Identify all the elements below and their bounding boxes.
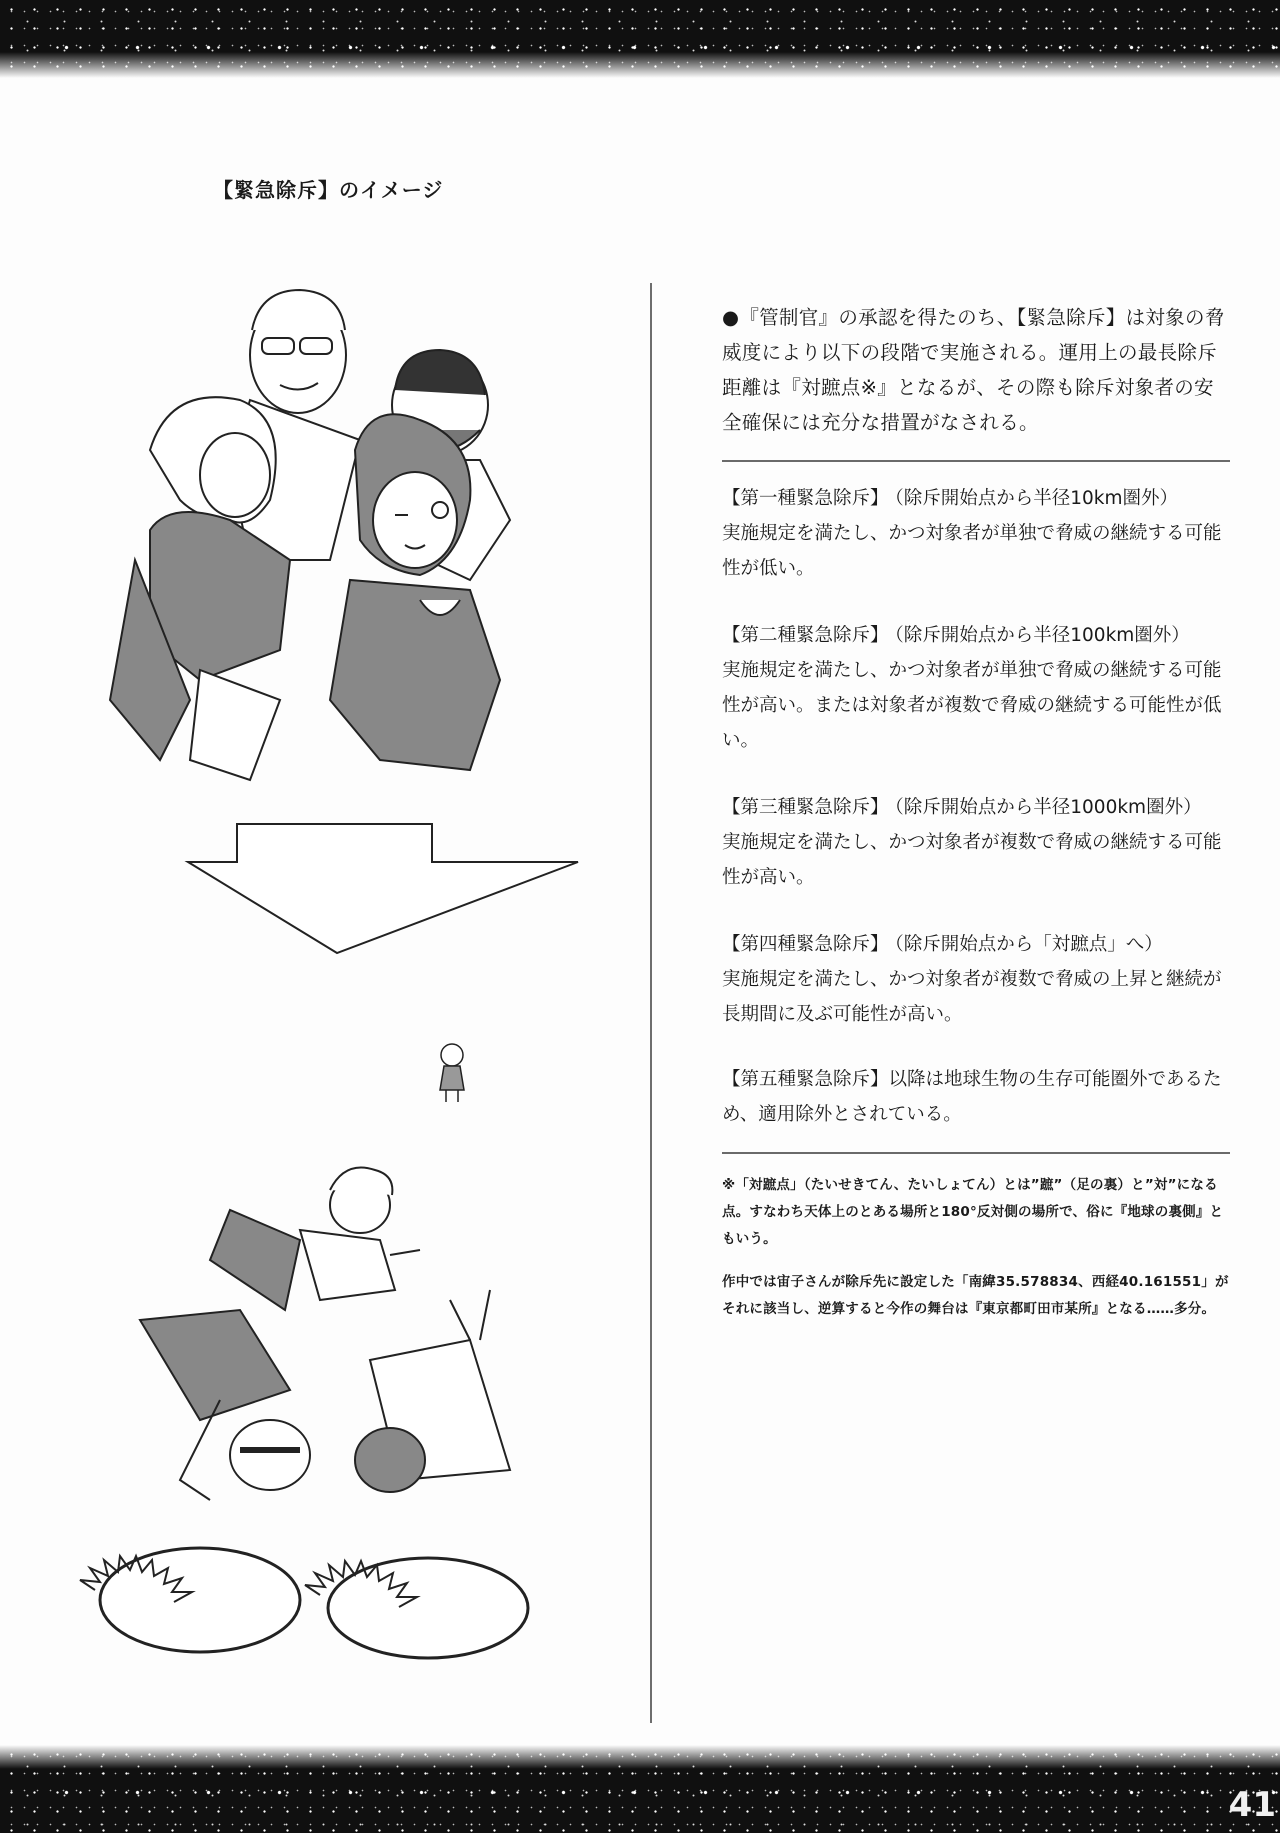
down-arrow-icon	[188, 824, 578, 953]
section-heading	[722, 482, 1232, 516]
image-title: 【緊急除斥】のイメージ	[213, 178, 444, 202]
final-note: 【第五種緊急除斥】以降は地球生物の生存可能圏外であるため、適用除外とされている。	[722, 1069, 1222, 1125]
section-range: （除斥開始点から半径1000km圏外）	[894, 797, 1202, 818]
chibi-figure	[440, 1044, 464, 1102]
section-body: 実施規定を満たし、かつ対象者が単独で脅威の継続する可能性が高い。または対象者が複数で脅威の継続する可能性が低い。	[722, 660, 1222, 751]
column-divider	[650, 283, 652, 1723]
footnote-setting: 作中では宙子さんが除斥先に設定した「南緯35.578834、西経40.161551」がそれに該当し、逆算すると今作の舞台は『東京都町田市某所』となる……多分。	[722, 1274, 1229, 1317]
portal-left-icon	[100, 1548, 300, 1652]
emergency-exclusion-illustration	[0, 0, 650, 1740]
section-title: 【第四種緊急除斥】	[722, 934, 889, 955]
falling-man-left-figure	[140, 1310, 310, 1500]
footnote-antipode: ※「対蹠点」（たいせきてん、たいしょてん）とは”蹠”（足の裏）と”対”になる点。すなわち天体上のとある場所と180°反対側の場所で、俗に『地球の裏側』ともいう。	[722, 1177, 1224, 1247]
falling-figures-illustration	[80, 1168, 528, 1659]
section-title: 【第三種緊急除斥】	[722, 797, 889, 818]
section-divider	[722, 460, 1230, 462]
section-title: 【第二種緊急除斥】	[722, 625, 889, 646]
section-range: （除斥開始点から半径100km圏外）	[894, 625, 1190, 646]
section-2	[722, 619, 1232, 758]
section-title: 【第一種緊急除斥】	[722, 488, 889, 509]
right-column	[722, 300, 1232, 1323]
falling-man-right-figure	[355, 1290, 510, 1492]
section-heading	[722, 619, 1232, 653]
starfield-footer	[0, 1745, 1280, 1833]
footnote-divider	[722, 1152, 1230, 1154]
portal-right-icon	[328, 1558, 528, 1658]
long-haired-man-figure	[110, 397, 290, 780]
section-heading	[722, 928, 1232, 962]
section-3	[722, 791, 1232, 895]
intro-paragraph: ●『管制官』の承認を得たのち、【緊急除斥】は対象の脅威度により以下の段階で実施される。運用上の最長除斥距離は『対蹠点※』となるが、その際も除斥対象者の安全確保には充分な措置がなされる。	[722, 306, 1225, 434]
section-body: 実施規定を満たし、かつ対象者が複数で脅威の継続する可能性が高い。	[722, 832, 1222, 888]
page-number: 41	[1228, 1785, 1276, 1825]
section-4	[722, 928, 1232, 1032]
section-body: 実施規定を満たし、かつ対象者が複数で脅威の上昇と継続が長期間に及ぶ可能性が高い。	[722, 969, 1222, 1025]
section-range: （除斥開始点から半径10km圏外）	[894, 488, 1179, 509]
section-body: 実施規定を満たし、かつ対象者が単独で脅威の継続する可能性が低い。	[722, 523, 1222, 579]
section-1	[722, 482, 1232, 586]
character-group-illustration	[110, 290, 510, 780]
section-range: （除斥開始点から「対蹠点」へ）	[894, 934, 1163, 955]
section-heading	[722, 791, 1232, 825]
falling-man-top-figure	[210, 1168, 420, 1311]
